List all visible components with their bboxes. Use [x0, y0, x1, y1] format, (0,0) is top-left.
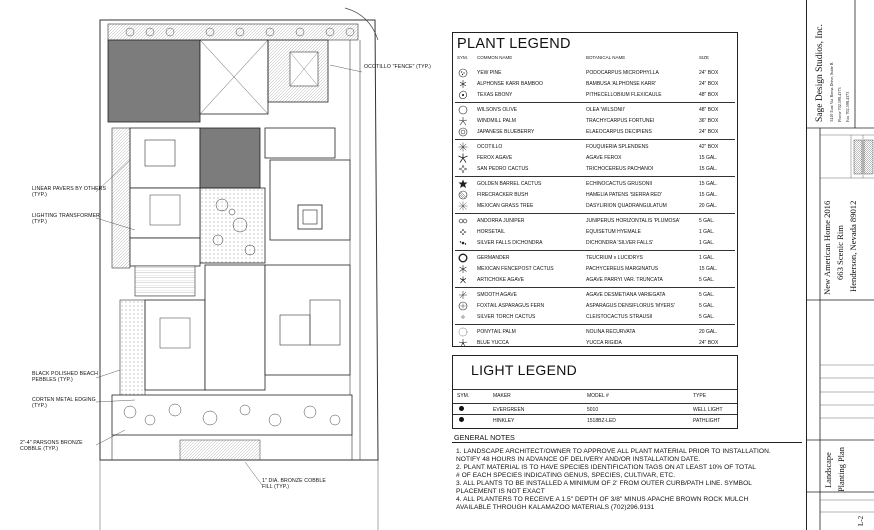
plant-size: 24" BOX: [699, 70, 719, 76]
project-address-line1: 663 Scenic Rim: [835, 225, 845, 280]
plant-botanical-name: OLEA 'WILSONII': [586, 107, 625, 113]
firm-address: 3410 East Via Roma Drive, Suite B: [829, 62, 834, 122]
dot-cluster-icon: [458, 238, 468, 248]
plant-botanical-name: DICHONDRA 'SILVER FALLS': [586, 240, 654, 246]
circle-dots-icon: [458, 68, 468, 78]
plant-common-name: TEXAS EBONY: [477, 92, 513, 98]
plant-size: 15 GAL.: [699, 181, 718, 187]
torch-icon: [458, 312, 468, 322]
plant-size: 24" BOX: [699, 81, 719, 87]
firm-name: Sage Design Studios, Inc.: [815, 24, 825, 122]
plant-common-name: FIRECRACKER BUSH: [477, 192, 529, 198]
firm-phone: Phone 702.598.4373: [837, 87, 842, 122]
plant-common-name: OCOTILLO: [477, 144, 503, 150]
plant-size: 20 GAL.: [699, 329, 718, 335]
plant-botanical-name: TRACHYCARPUS FORTUNEI: [586, 118, 655, 124]
callout-black-pebbles: BLACK POLISHED BEACH PEBBLES (TYP.): [32, 371, 99, 383]
fern-icon: [458, 301, 468, 311]
well-light-symbol-icon: [459, 406, 464, 411]
light-legend: [452, 355, 738, 429]
plant-common-name: ARTICHOKE AGAVE: [477, 277, 525, 283]
plant-size: 20 GAL.: [699, 203, 718, 209]
general-note-item: 3. ALL PLANTS TO BE INSTALLED A MINIMUM OF 2' FROM OUTER CURB/PATH LINE. SYMBOL PLACEMENT IS NOT EXACT: [456, 480, 753, 495]
general-note-item: 1. LANDSCAPE ARCHITECT/OWNER TO APPROVE ALL PLANT MATERIAL PRIOR TO INSTALLATION. NOTIFY 48 HOURS IN ADVANCE OF DELIVERY AND/OR INSTALLATION DATE.: [456, 448, 771, 463]
plant-legend-header-sym: SYM.: [457, 55, 469, 60]
plant-legend-row: [453, 163, 737, 175]
fencepost-icon: [458, 264, 468, 274]
firm-fax: Fax 702.598.4373: [845, 91, 850, 122]
plant-common-name: GERMANDER: [477, 255, 510, 261]
plant-common-name: JAPANESE BLUEBERRY: [477, 129, 535, 135]
plant-botanical-name: AGAVE PARRYI VAR. TRUNCATA: [586, 277, 663, 283]
plant-common-name: FOXTAIL ASPARAGUS FERN: [477, 303, 545, 309]
cactus-star-icon: [458, 164, 468, 174]
plant-size: 36" BOX: [699, 118, 719, 124]
plant-legend-group-divider: [455, 250, 735, 251]
plant-legend-group-divider: [455, 324, 735, 325]
plant-common-name: HORSETAIL: [477, 229, 505, 235]
callout-corten-edging: CORTEN METAL EDGING (TYP.): [32, 397, 96, 409]
circle-bold-icon: [458, 253, 468, 263]
plant-common-name: BLUE YUCCA: [477, 340, 509, 346]
palm-cluster-icon: [458, 116, 468, 126]
plant-common-name: MEXICAN GRASS TREE: [477, 203, 534, 209]
plant-common-name: FEROX AGAVE: [477, 155, 513, 161]
callout-ocotillo-fence: OCOTILLO "FENCE" (TYP.): [364, 64, 431, 70]
plant-botanical-name: PITHECELLOBIUM FLEXICAULE: [586, 92, 662, 98]
circle-hatch-icon: [458, 190, 468, 200]
plant-size: 1 GAL.: [699, 255, 715, 261]
plant-size: 5 GAL.: [699, 292, 715, 298]
plant-common-name: SMOOTH AGAVE: [477, 292, 517, 298]
sheet-title-line1: Landscape: [824, 452, 833, 488]
plant-common-name: MEXICAN FENCEPOST CACTUS: [477, 266, 554, 272]
plant-legend-header-common: COMMON NAME: [477, 55, 513, 60]
agave-small-icon: [458, 275, 468, 285]
plant-size: 5 GAL.: [699, 314, 715, 320]
plant-size: 15 GAL.: [699, 155, 718, 161]
plant-common-name: GOLDEN BARREL CACTUS: [477, 181, 542, 187]
project-name: New American Home 2016: [822, 200, 832, 295]
plant-botanical-name: TRICHOCEREUS PACHANOI: [586, 166, 654, 172]
general-note-item: 2. PLANT MATERIAL IS TO HAVE SPECIES IDENTIFICATION TAGS ON AT LEAST 10% OF TOTAL # OF EACH SPECIES INDICATING GENUS, SPECIES, CULTIVAR, ETC.: [456, 464, 756, 479]
light-legend-row: [453, 414, 737, 426]
plant-legend-group-divider: [455, 102, 735, 103]
light-legend-header-maker: MAKER: [493, 392, 511, 399]
plant-common-name: ALPHONSE KARR BAMBOO: [477, 81, 543, 87]
plant-legend-group-divider: [455, 287, 735, 288]
light-legend-header-sym: SYM.: [457, 392, 470, 399]
plant-legend-row: [453, 337, 737, 349]
horsetail-icon: [458, 227, 468, 237]
plant-botanical-name: FOUQUIERIA SPLENDENS: [586, 144, 649, 150]
plant-botanical-name: PACHYCEREUS MARGINATUS: [586, 266, 659, 272]
plant-botanical-name: CLEISTOCACTUS STRAUSII: [586, 314, 653, 320]
plant-common-name: PONYTAIL PALM: [477, 329, 516, 335]
general-notes-list: [456, 448, 808, 512]
circle-ring-icon: [458, 127, 468, 137]
plant-size: 15 GAL.: [699, 192, 718, 198]
plant-legend-header-botanical: BOTANICAL NAME: [586, 55, 626, 60]
plant-size: 15 GAL.: [699, 166, 718, 172]
plant-legend-group-divider: [455, 176, 735, 177]
plant-botanical-name: PODOCARPUS MICROPHYLLA: [586, 70, 659, 76]
agave-icon: [458, 153, 468, 163]
light-legend-title: LIGHT LEGEND: [471, 362, 578, 378]
plant-legend-group-divider: [455, 213, 735, 214]
tree-lobed-icon: [458, 90, 468, 100]
callout-linear-pavers: LINEAR PAVERS BY OTHERS (TYP.): [32, 186, 107, 198]
title-block: [806, 0, 874, 530]
sheet-number: L-2: [857, 515, 865, 526]
plant-common-name: WILSON'S OLIVE: [477, 107, 518, 113]
plant-size: 15 GAL.: [699, 266, 718, 272]
plant-botanical-name: AGAVE DESMETIANA VARIEGATA: [586, 292, 666, 298]
juniper-icon: [458, 216, 468, 226]
general-notes-title: GENERAL NOTES: [454, 433, 515, 442]
plant-size: 5 GAL.: [699, 277, 715, 283]
plant-size: 1 GAL.: [699, 229, 715, 235]
plant-legend-row: [453, 237, 737, 249]
callout-bronze-cobble: 1" DIA. BRONZE COBBLE FILL (TYP.): [262, 478, 326, 490]
plant-legend: [452, 32, 738, 347]
plant-size: 5 GAL.: [699, 218, 715, 224]
light-legend-header-type: TYPE: [693, 392, 707, 399]
light-maker: HINKLEY: [493, 417, 515, 424]
plant-legend-row: [453, 274, 737, 286]
light-type: PATHLIGHT: [693, 417, 721, 424]
yucca-icon: [458, 338, 468, 348]
sheet-title-line2: Planting Plan: [837, 447, 846, 492]
general-note-item: 4. ALL PLANTERS TO RECEIVE A 1.5" DEPTH OF 3/8" MINUS APACHE BROWN ROCK MULCH AVAILABLE THROUGH KALAMAZOO MATERIALS (702)296.9131: [456, 496, 749, 511]
plant-botanical-name: BAMBUSA 'ALPHONSE KARR': [586, 81, 656, 87]
plant-botanical-name: ELAEOCARPUS DECIPIENS: [586, 129, 652, 135]
plant-common-name: SILVER FALLS DICHONDRA: [477, 240, 543, 246]
plant-size: 5 GAL.: [699, 303, 715, 309]
grass-tree-icon: [458, 201, 468, 211]
circle-plain-icon: [458, 105, 468, 115]
plant-legend-row: [453, 311, 737, 323]
plant-common-name: WINDMILL PALM: [477, 118, 516, 124]
light-type: WELL LIGHT: [693, 406, 723, 413]
plant-botanical-name: EQUISETUM HYEMALE: [586, 229, 642, 235]
plant-botanical-name: YUCCA RIGIDA: [586, 340, 622, 346]
plant-legend-header-size: SIZE: [699, 55, 710, 60]
general-notes-divider: [452, 442, 802, 443]
plant-size: 24" BOX: [699, 340, 719, 346]
plant-size: 24" BOX: [699, 129, 719, 135]
callout-lighting-transformer: LIGHTING TRANSFORMER (TYP.): [32, 213, 100, 225]
plant-botanical-name: ASPARAGUS DENSIFLORUS 'MYERS': [586, 303, 675, 309]
star-burst-icon: [458, 142, 468, 152]
plant-botanical-name: ECHINOCACTUS GRUSONII: [586, 181, 653, 187]
plant-legend-group-divider: [455, 139, 735, 140]
bamboo-icon: [458, 79, 468, 89]
light-maker: EVERGREEN: [493, 406, 525, 413]
plant-legend-title: PLANT LEGEND: [457, 36, 571, 52]
plant-botanical-name: TEUCRIUM x LUCIDRYS: [586, 255, 643, 261]
plant-botanical-name: NOLINA RECURVATA: [586, 329, 636, 335]
plant-legend-row: [453, 126, 737, 138]
plant-size: 48" BOX: [699, 92, 719, 98]
callout-parsons-cobble: 2"-4" PARSONS BRONZE COBBLE (TYP.): [20, 440, 83, 452]
plant-botanical-name: JUNIPERUS HORIZONTALIS 'PLUMOSA': [586, 218, 681, 224]
light-model: 5010: [587, 406, 599, 413]
plant-botanical-name: HAMELIA PATENS 'SIERRA RED': [586, 192, 662, 198]
plant-size: 42" BOX: [699, 144, 719, 150]
plant-size: 1 GAL.: [699, 240, 715, 246]
plant-legend-row: [453, 200, 737, 212]
project-address-line2: Henderson, Nevada 89012: [848, 200, 858, 292]
light-model: 1518BZ-LED: [587, 417, 616, 424]
plant-size: 48" BOX: [699, 107, 719, 113]
plant-legend-row: [453, 89, 737, 101]
pathlight-symbol-icon: [459, 417, 464, 422]
plant-botanical-name: DASYLIRION QUADRANGULATUM: [586, 203, 667, 209]
star-six-icon: [458, 179, 468, 189]
ponytail-icon: [458, 327, 468, 337]
light-legend-header-model: MODEL #: [587, 392, 609, 399]
plant-common-name: SAN PEDRO CACTUS: [477, 166, 529, 172]
plant-common-name: ANDORRA JUNIPER: [477, 218, 525, 224]
plant-botanical-name: AGAVE FEROX: [586, 155, 622, 161]
plant-common-name: SILVER TORCH CACTUS: [477, 314, 536, 320]
agave-smooth-icon: [458, 290, 468, 300]
plant-common-name: YEW PINE: [477, 70, 502, 76]
light-legend-header-row: [453, 389, 737, 401]
